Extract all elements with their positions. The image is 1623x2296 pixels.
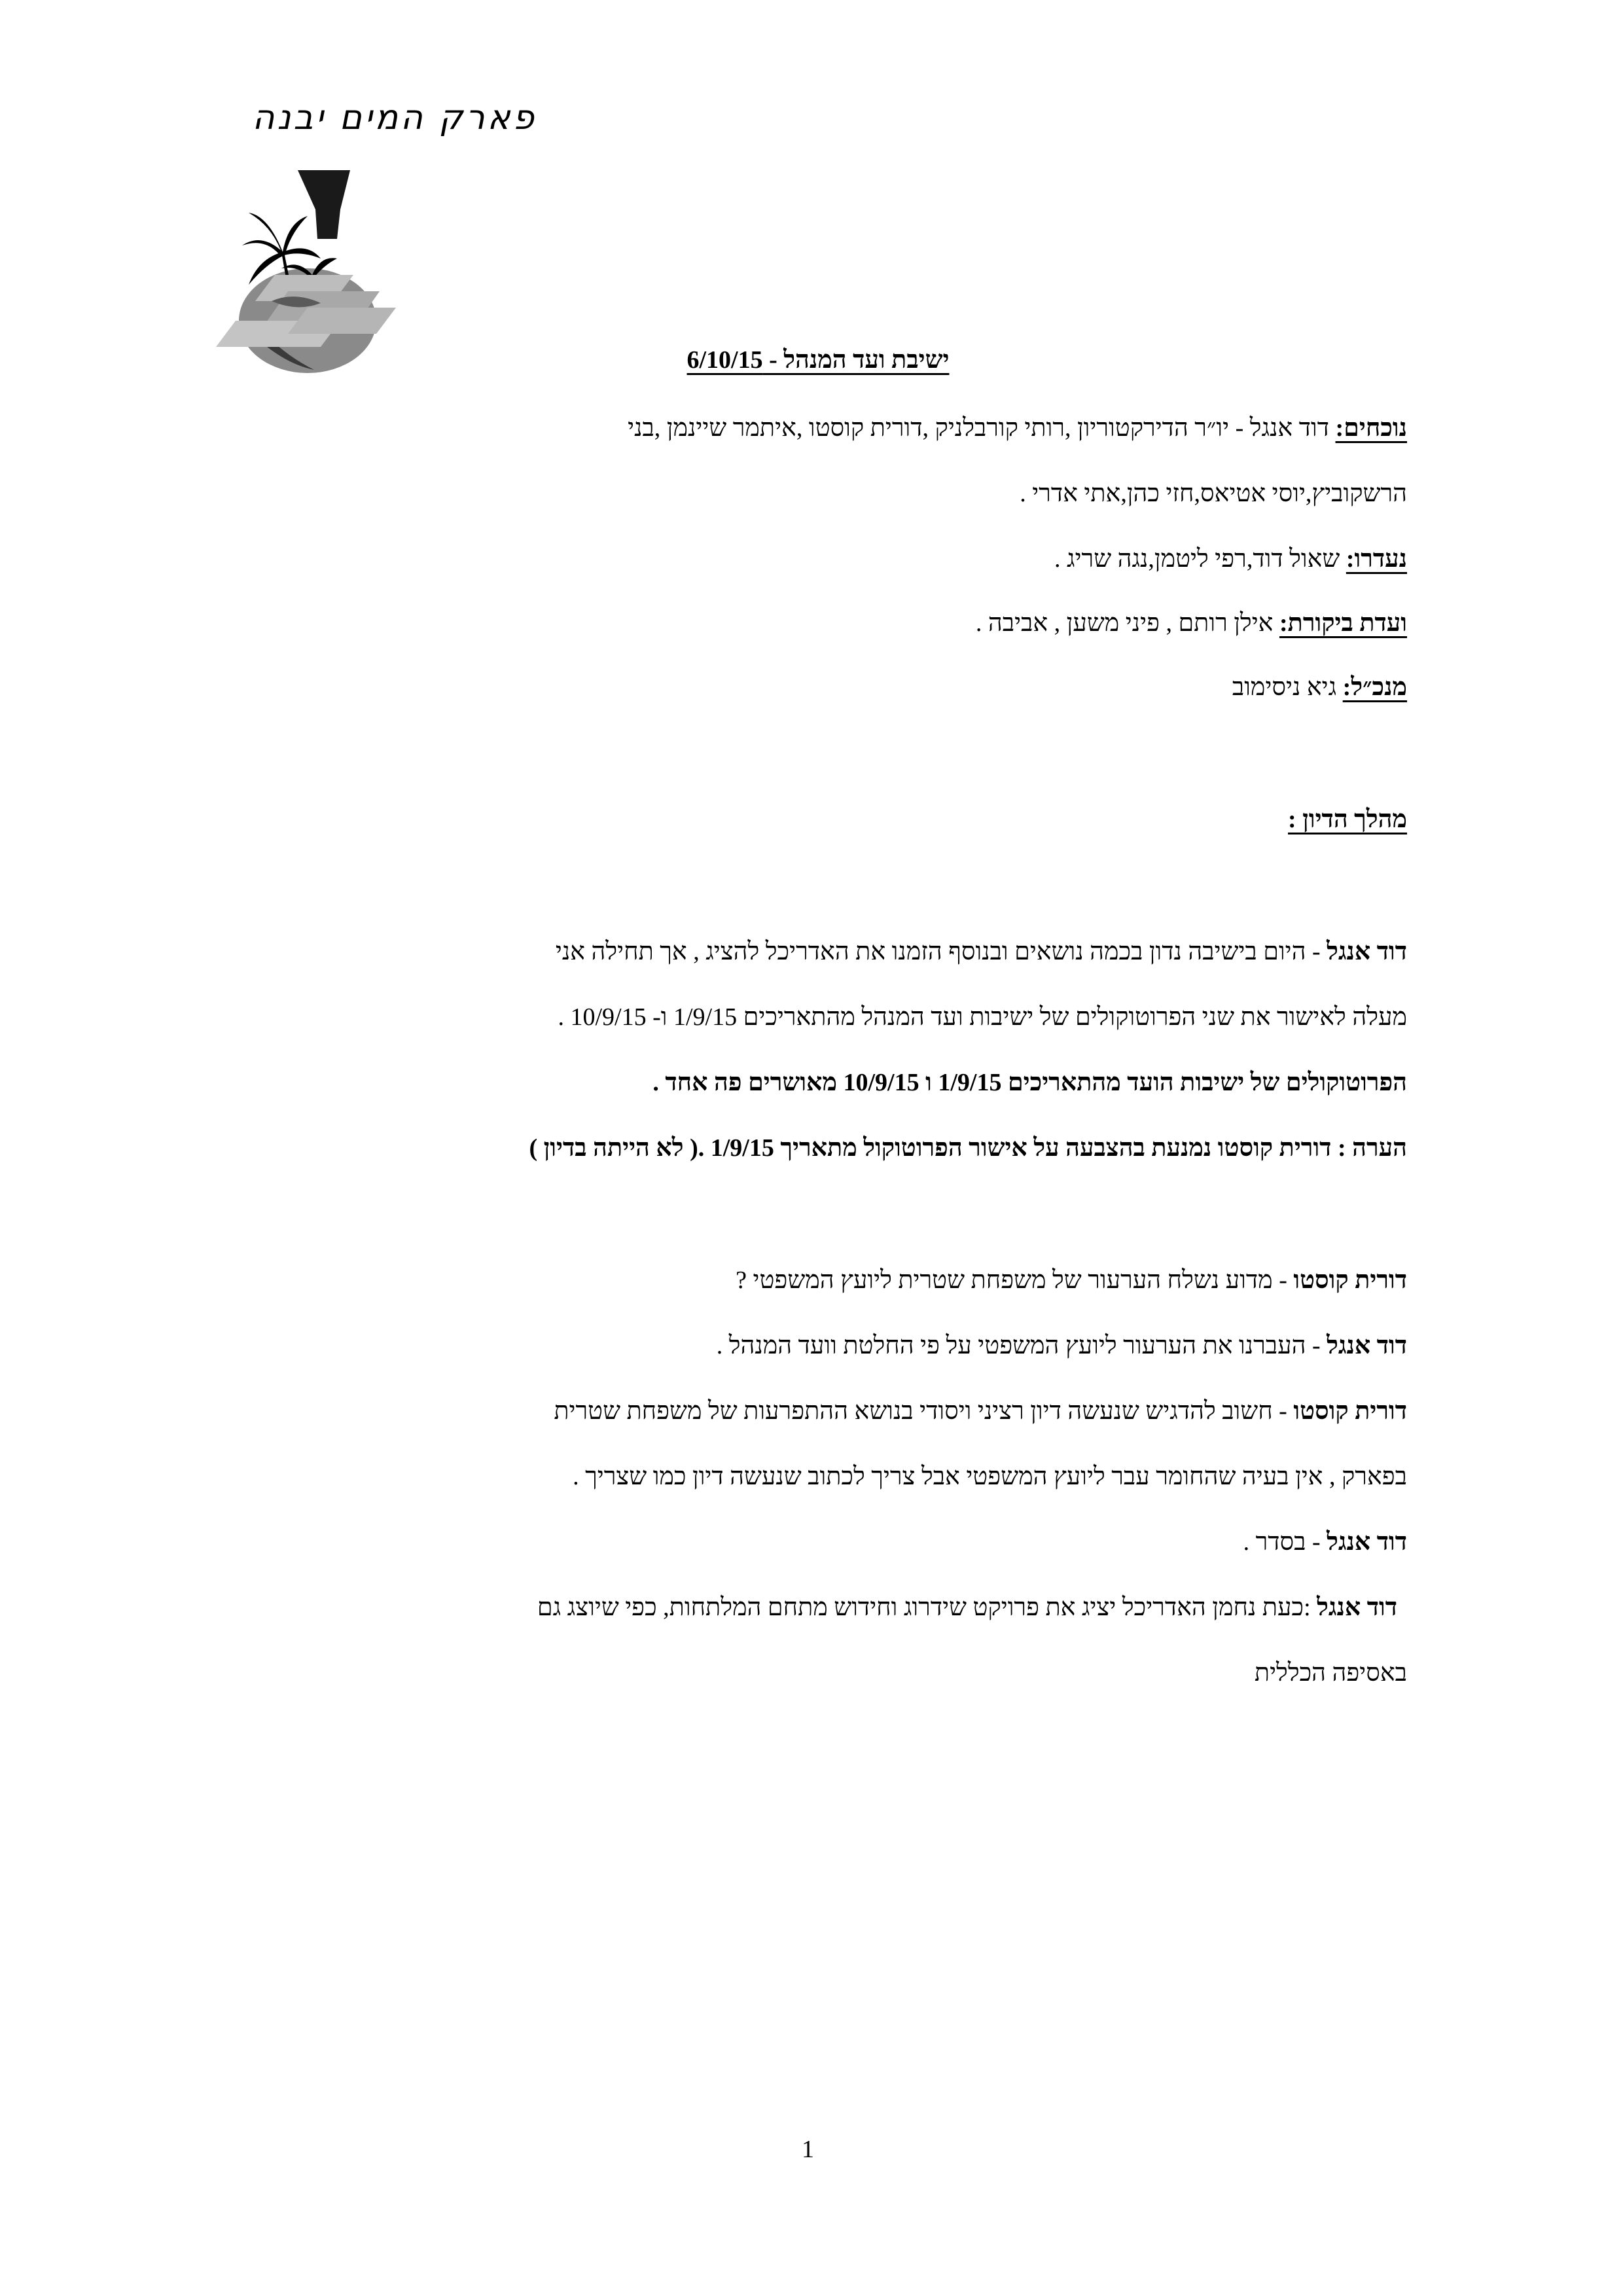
speaker-name: דוד אנגל (1327, 938, 1407, 965)
paragraph-text: - בסדר . (1243, 1528, 1327, 1556)
speaker-name: דורית קוסטו (1293, 1266, 1407, 1294)
paragraph-text: - חשוב להדגיש שנעשה דיון רציני ויסודי בנושא ההתפרעות של משפחת שטרית (554, 1397, 1294, 1425)
page-number: 1 (802, 2136, 814, 2163)
discussion-heading (1288, 804, 1407, 835)
speaker-name: דוד אנגל (1327, 1332, 1407, 1359)
present-line (628, 412, 1407, 444)
paragraph-line (554, 1395, 1407, 1427)
audit-committee-label: ועדת ביקורת: (1279, 609, 1407, 637)
present-label: נוכחים: (1335, 414, 1407, 442)
speaker-name: דוד אנגל (1327, 1528, 1407, 1556)
document-title: ישיבת ועד המנהל - 6/10/15 (687, 346, 950, 374)
paragraph-line-continued: בפארק , אין בעיה שהחומר עבר ליועץ המשפטי אבל צריך לכתוב שנעשה דיון כמו שצריך . (573, 1463, 1407, 1490)
ceo-line (1232, 672, 1407, 703)
paragraph-line (736, 1265, 1407, 1296)
paragraph-line (537, 1592, 1397, 1623)
organization-name: פארק המים יבנה (252, 98, 537, 137)
audit-committee-value: אילן רותם , פיני משען , אביבה . (975, 609, 1279, 637)
absent-value: שאול דוד,רפי ליטמן,נגה שריג . (1054, 545, 1346, 573)
present-line-continued: הרשקוביץ,יוסי אטיאס,חזי כהן,אתי אדרי . (1020, 480, 1407, 507)
approval-statement: הפרוטוקולים של ישיבות הועד מהתאריכים 1/9/15 ו 10/9/15 מאושרים פה אחד . (652, 1069, 1407, 1096)
speaker-name: דוד אנגל (1317, 1594, 1397, 1621)
paragraph-text: :כעת נחמן האדריכל יציג את פרויקט שידרוג וחידוש מתחם המלתחות, כפי שיוצג גם (537, 1594, 1317, 1621)
ceo-value: גיא ניסימוב (1232, 673, 1343, 701)
absent-label: נעדרו: (1346, 545, 1407, 573)
ceo-label: מנכ״ל: (1342, 673, 1407, 701)
audit-committee-line (976, 607, 1407, 639)
paragraph-line-continued: באסיפה הכללית (1254, 1659, 1407, 1687)
discussion-heading-text: מהלך הדיון : (1288, 806, 1407, 833)
paragraph-text: - מדוע נשלח הערעור של משפחת שטרית ליועץ המשפטי ? (736, 1266, 1294, 1294)
speaker-name: דורית קוסטו (1293, 1397, 1407, 1425)
note-statement: הערה : דורית קוסטו נמנעת בהצבעה על אישור הפרוטוקול מתאריך 1/9/15 .( לא הייתה בדיון ) (529, 1134, 1407, 1162)
paragraph-line (556, 936, 1407, 967)
paragraph-line (717, 1330, 1407, 1361)
paragraph-text: - העברנו את הערעור ליועץ המשפטי על פי החלטת וועד המנהל . (716, 1332, 1327, 1359)
paragraph-line-continued: מעלה לאישור את שני הפרוטוקולים של ישיבות ועד המנהל מהתאריכים 1/9/15 ו- 10/9/15 . (558, 1003, 1407, 1031)
present-value: דוד אנגל - יו״ר הדירקטוריון ,רותי קורבלניק ,דורית קוסטו ,איתמר שיינמן ,בני (628, 414, 1336, 442)
paragraph-line (1243, 1526, 1407, 1558)
paragraph-text: - היום בישיבה נדון בכמה נושאים ובנוסף הזמנו את האדריכל להציג , אך תחילה אני (555, 938, 1327, 965)
water-park-logo-icon (209, 160, 406, 376)
absent-line (1054, 543, 1407, 575)
